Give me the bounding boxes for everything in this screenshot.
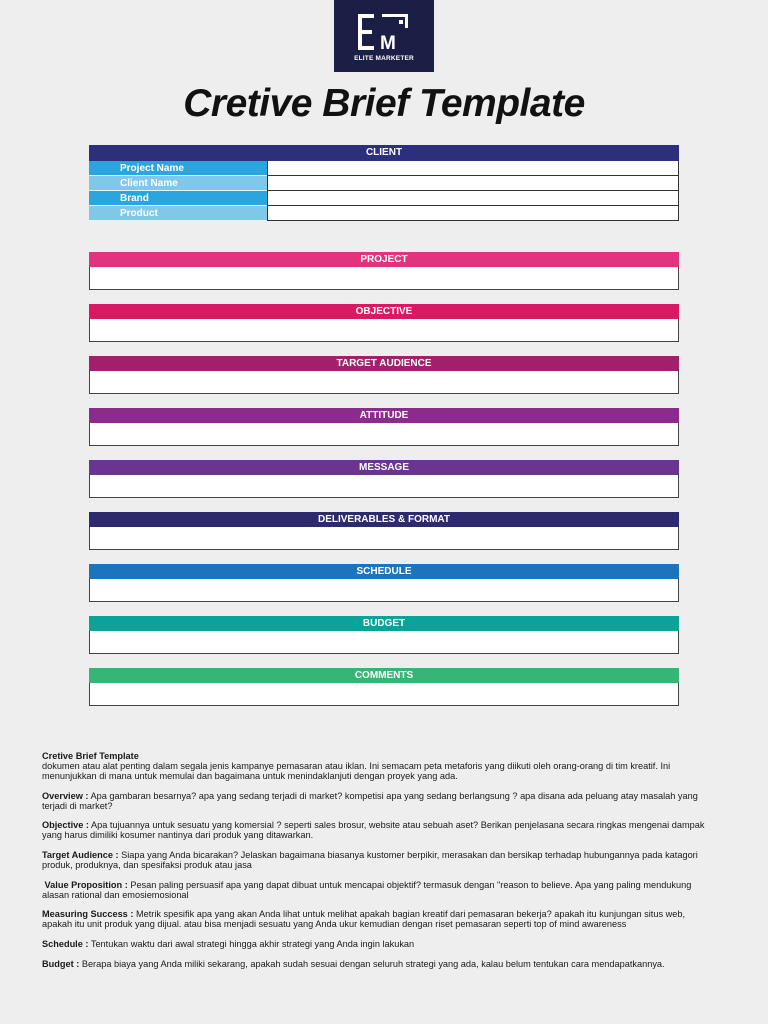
note-text: Berapa biaya yang Anda miliki sekarang, apakah sudah sesuai dengan seluruh strategi yang ada, kalau belum tentukan cara mendapatkannya. <box>79 958 665 969</box>
section-message <box>89 460 679 498</box>
section-header-schedule: SCHEDULE <box>89 564 679 579</box>
notes-intro-text: dokumen atau alat penting dalam segala jenis kampanye pemasaran atau iklan. Ini semacam peta metaforis yang diikuti oleh orang-orang di tim kreatif. Ini menunjukkan di mana untuk memulai dan bagaimana untuk menindaklanjuti dengan proyek yang ada. <box>42 761 671 781</box>
note-budget <box>42 959 710 969</box>
section-objective <box>89 304 679 342</box>
product-field[interactable] <box>267 206 679 221</box>
note-text: Apa gambaran besarnya? apa yang sedang terjadi di market? kompetisi apa yang sedang berlangsung ? apa disana ada peluang atay masalah yang terjadi di market? <box>42 790 698 811</box>
note-term: Budget : <box>42 958 80 969</box>
note-text: Apa tujuannya untuk sesuatu yang komersial ? seperti sales brosur, website atau sebuah aset? Berikan penjelasana secara ringkas mengenai dampak yang harus dimiliki kosumer nantinya dari produk yang ditawarkan. <box>42 820 705 841</box>
note-measuring-success <box>42 909 710 929</box>
client-row-brand <box>89 191 679 206</box>
client-label-client-name: Client Name <box>89 176 267 191</box>
note-text: Pesan paling persuasif apa yang dapat dibuat untuk mencapai objektif? termasuk dengan "reason to believe. Apa yang paling mendukung alasan rational dan emosiemosional <box>42 879 692 900</box>
elite-marketer-logo-icon <box>356 12 412 52</box>
section-header-target-audience: TARGET AUDIENCE <box>89 356 679 371</box>
notes-intro <box>42 751 710 781</box>
client-header: CLIENT <box>89 145 679 161</box>
note-value-proposition <box>42 880 710 900</box>
client-row-client-name <box>89 176 679 191</box>
brand-logo <box>334 0 434 72</box>
note-term: Overview : <box>42 790 89 801</box>
brand-field[interactable] <box>267 191 679 206</box>
section-deliverables <box>89 512 679 550</box>
section-budget <box>89 616 679 654</box>
client-row-project-name <box>89 161 679 176</box>
comments-field[interactable] <box>89 683 679 706</box>
section-header-project: PROJECT <box>89 252 679 267</box>
note-term: Measuring Success : <box>42 909 134 920</box>
page-title: Cretive Brief Template <box>183 82 585 125</box>
section-comments <box>89 668 679 706</box>
client-table <box>89 145 679 221</box>
client-label-product: Product <box>89 206 267 221</box>
client-name-field[interactable] <box>267 176 679 191</box>
note-term: Target Audience : <box>42 850 119 861</box>
project-field[interactable] <box>89 267 679 290</box>
deliverables-field[interactable] <box>89 527 679 550</box>
note-text: Tentukan waktu dari awal strategi hingga akhir strategi yang Anda ingin lakukan <box>88 939 415 950</box>
guidelines-notes <box>42 751 710 979</box>
attitude-field[interactable] <box>89 423 679 446</box>
section-header-attitude: ATTITUDE <box>89 408 679 423</box>
note-term: Schedule : <box>42 939 89 950</box>
section-header-budget: BUDGET <box>89 616 679 631</box>
client-label-brand: Brand <box>89 191 267 206</box>
budget-field[interactable] <box>89 631 679 654</box>
note-term: Value Proposition : <box>42 879 128 890</box>
note-overview <box>42 791 710 811</box>
notes-intro-title: Cretive Brief Template <box>42 751 139 761</box>
client-row-product <box>89 206 679 221</box>
note-text: Siapa yang Anda bicarakan? Jelaskan bagaimana biasanya kustomer berpikir, merasakan dan bersikap terhadap hubungannya pada katagori produk, produknya, dan spesifaksi produk atau jasa <box>42 850 698 871</box>
schedule-field[interactable] <box>89 579 679 602</box>
note-term: Objective : <box>42 820 89 831</box>
section-project <box>89 252 679 290</box>
section-header-deliverables: DELIVERABLES & FORMAT <box>89 512 679 527</box>
section-schedule <box>89 564 679 602</box>
note-target-audience <box>42 850 710 870</box>
section-header-comments: COMMENTS <box>89 668 679 683</box>
note-text: Metrik spesifik apa yang akan Anda lihat untuk melihat apakah bagian kreatif dari pemasaran bekerja? apakah itu kunjungan situs web, apakah itu unit produk yang dijual. atau bisa menjadi sesuatu yang Anda ukur kemudian dengan riset pemasaran seperti top of mind awareness <box>42 909 685 930</box>
client-label-project-name: Project Name <box>89 161 267 176</box>
project-name-field[interactable] <box>267 161 679 176</box>
svg-text:M: M <box>380 33 396 52</box>
note-schedule <box>42 939 710 949</box>
note-objective <box>42 820 710 840</box>
section-header-message: MESSAGE <box>89 460 679 475</box>
section-header-objective: OBJECTIVE <box>89 304 679 319</box>
section-target-audience <box>89 356 679 394</box>
section-attitude <box>89 408 679 446</box>
target-audience-field[interactable] <box>89 371 679 394</box>
brand-name: ELITE MARKETER <box>354 55 414 62</box>
message-field[interactable] <box>89 475 679 498</box>
objective-field[interactable] <box>89 319 679 342</box>
